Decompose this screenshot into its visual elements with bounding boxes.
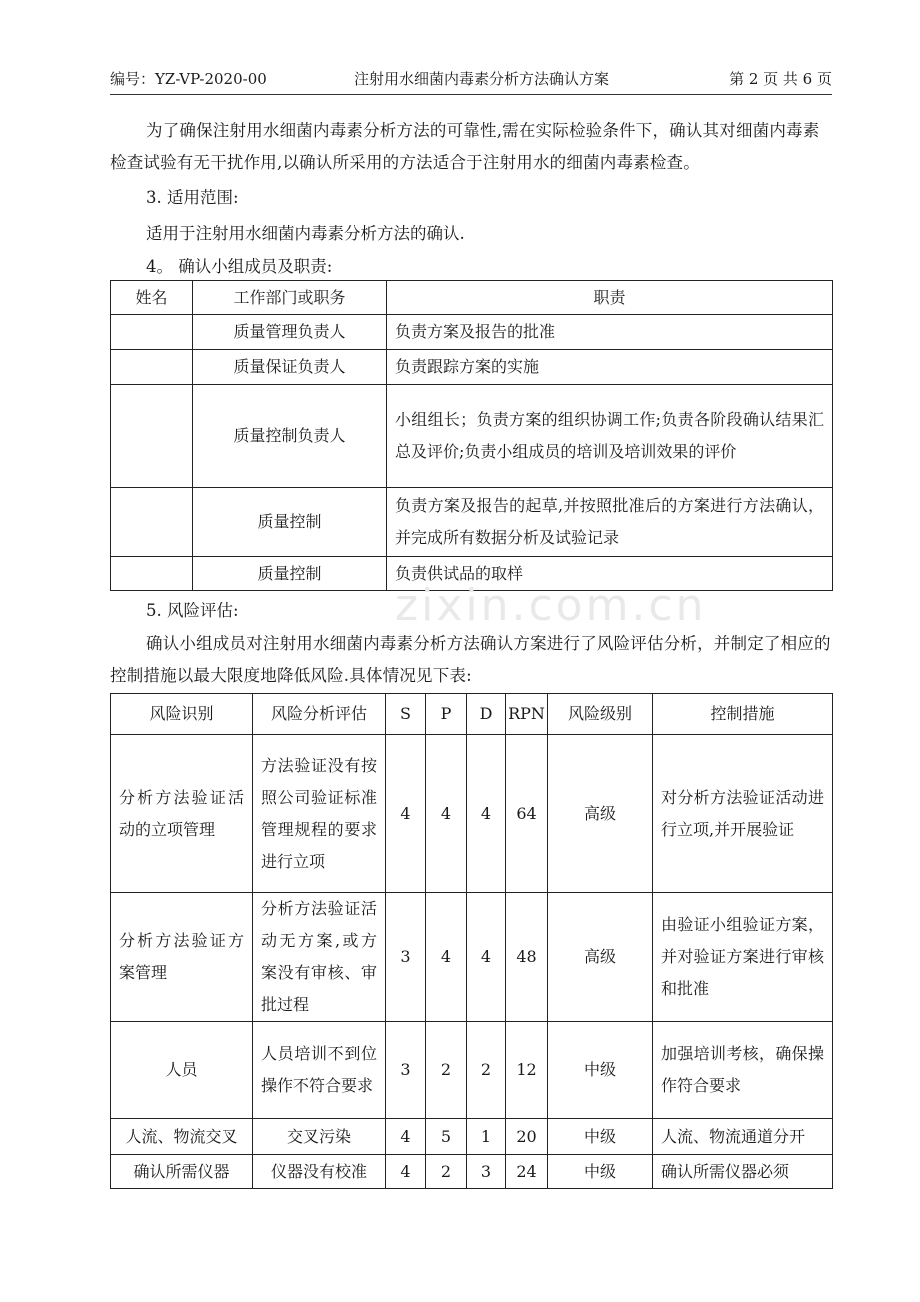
- page-number: 第 2 页 共 6 页: [729, 70, 832, 88]
- d-cell: 4: [467, 735, 506, 893]
- member-duty-cell: 小组组长；负责方案的组织协调工作;负责各阶段确认结果汇总及评价;负责小组成员的培训及培训效果的评价: [387, 385, 833, 488]
- risk-level-cell: 中级: [548, 1119, 653, 1155]
- member-duty-cell: 负责方案及报告的起草,并按照批准后的方案进行方法确认，并完成所有数据分析及试验记录: [387, 488, 833, 557]
- table-header-row: [111, 694, 833, 735]
- member-dept-cell: 质量控制: [193, 488, 387, 557]
- d-cell: 1: [467, 1119, 506, 1155]
- control-measure-cell: 加强培训考核，确保操作符合要求: [653, 1022, 833, 1119]
- d-cell: 4: [467, 893, 506, 1022]
- table-row: [111, 488, 833, 557]
- risk-id-cell: 人流、物流交叉: [111, 1119, 253, 1155]
- s-cell: 3: [386, 1022, 426, 1119]
- rpn-cell: 48: [506, 893, 548, 1022]
- member-name-cell: [111, 557, 193, 591]
- risk-analysis-cell: 仪器没有校准: [253, 1155, 386, 1189]
- risk-analysis-cell: 方法验证没有按照公司验证标准管理规程的要求进行立项: [253, 735, 386, 893]
- risk-id-cell: 分析方法验证活动的立项管理: [111, 735, 253, 893]
- p-cell: 4: [426, 735, 467, 893]
- header-cell-rpn: RPN: [506, 694, 548, 735]
- rpn-cell: 20: [506, 1119, 548, 1155]
- header-cell-dept: 工作部门或职务: [193, 281, 387, 315]
- rpn-cell: 64: [506, 735, 548, 893]
- risk-id-cell: 确认所需仪器: [111, 1155, 253, 1189]
- member-name-cell: [111, 488, 193, 557]
- s-cell: 4: [386, 1119, 426, 1155]
- d-cell: 2: [467, 1022, 506, 1119]
- member-dept-cell: 质量控制: [193, 557, 387, 591]
- table-row: [111, 315, 833, 350]
- table-row: [111, 893, 833, 1022]
- s-cell: 3: [386, 893, 426, 1022]
- table-row: [111, 385, 833, 488]
- member-dept-cell: 质量控制负责人: [193, 385, 387, 488]
- header-cell-d: D: [467, 694, 506, 735]
- member-dept-cell: 质量保证负责人: [193, 350, 387, 385]
- member-name-cell: [111, 350, 193, 385]
- member-name-cell: [111, 315, 193, 350]
- control-measure-cell: 由验证小组验证方案，并对验证方案进行审核和批准: [653, 893, 833, 1022]
- risk-id-cell: 分析方法验证方案管理: [111, 893, 253, 1022]
- header-cell-p: P: [426, 694, 467, 735]
- table-row: [111, 350, 833, 385]
- s-cell: 4: [386, 1155, 426, 1189]
- member-duty-cell: 负责供试品的取样: [387, 557, 833, 591]
- rpn-cell: 12: [506, 1022, 548, 1119]
- intro-paragraph: 为了确保注射用水细菌内毒素分析方法的可靠性,需在实际检验条件下，确认其对细菌内毒素检查试验有无干扰作用,以确认所采用的方法适合于注射用水的细菌内毒素检查。: [110, 121, 820, 172]
- table-header-row: [111, 281, 833, 315]
- risk-level-cell: 高级: [548, 735, 653, 893]
- section-3-heading: 3. 适用范围:: [146, 188, 239, 207]
- header-cell-risk-analysis: 风险分析评估: [253, 694, 386, 735]
- header-cell-risk-level: 风险级别: [548, 694, 653, 735]
- document-code: 编号：YZ-VP-2020-00: [110, 70, 267, 88]
- s-cell: 4: [386, 735, 426, 893]
- control-measure-cell: 人流、物流通道分开: [653, 1119, 833, 1155]
- document-title: 注射用水细菌内毒素分析方法确认方案: [354, 70, 610, 88]
- watermark: zixin.com.cn: [395, 580, 707, 631]
- member-duty-cell: 负责方案及报告的批准: [387, 315, 833, 350]
- header-cell-name: 姓名: [111, 281, 193, 315]
- table-row: [111, 1119, 833, 1155]
- section-4-heading: 4。 确认小组成员及职责:: [146, 257, 333, 276]
- table-row: [111, 557, 833, 591]
- section-5-body: 确认小组成员对注射用水细菌内毒素分析方法确认方案进行了风险评估分析，并制定了相应的控制措施以最大限度地降低风险.具体情况见下表:: [110, 634, 831, 685]
- risk-analysis-cell: 交叉污染: [253, 1119, 386, 1155]
- header-cell-control: 控制措施: [653, 694, 833, 735]
- header-cell-risk-id: 风险识别: [111, 694, 253, 735]
- risk-assessment-table: [110, 693, 833, 1189]
- member-name-cell: [111, 385, 193, 488]
- p-cell: 2: [426, 1155, 467, 1189]
- table-row: [111, 1022, 833, 1119]
- section-5-heading: 5. 风险评估:: [146, 601, 239, 620]
- p-cell: 4: [426, 893, 467, 1022]
- p-cell: 2: [426, 1022, 467, 1119]
- control-measure-cell: 确认所需仪器必须: [653, 1155, 833, 1189]
- header-cell-duty: 职责: [387, 281, 833, 315]
- risk-analysis-cell: 人员培训不到位操作不符合要求: [253, 1022, 386, 1119]
- section-3-body: 适用于注射用水细菌内毒素分析方法的确认.: [146, 224, 465, 243]
- d-cell: 3: [467, 1155, 506, 1189]
- member-duty-cell: 负责跟踪方案的实施: [387, 350, 833, 385]
- risk-id-cell: 人员: [111, 1022, 253, 1119]
- page-header: [110, 66, 832, 95]
- risk-level-cell: 中级: [548, 1155, 653, 1189]
- table-row: [111, 735, 833, 893]
- table-row: [111, 1155, 833, 1189]
- risk-level-cell: 中级: [548, 1022, 653, 1119]
- team-members-table: [110, 280, 833, 591]
- control-measure-cell: 对分析方法验证活动进行立项,并开展验证: [653, 735, 833, 893]
- risk-level-cell: 高级: [548, 893, 653, 1022]
- risk-analysis-cell: 分析方法验证活动无方案,或方案没有审核、审批过程: [253, 893, 386, 1022]
- p-cell: 5: [426, 1119, 467, 1155]
- member-dept-cell: 质量管理负责人: [193, 315, 387, 350]
- header-cell-s: S: [386, 694, 426, 735]
- rpn-cell: 24: [506, 1155, 548, 1189]
